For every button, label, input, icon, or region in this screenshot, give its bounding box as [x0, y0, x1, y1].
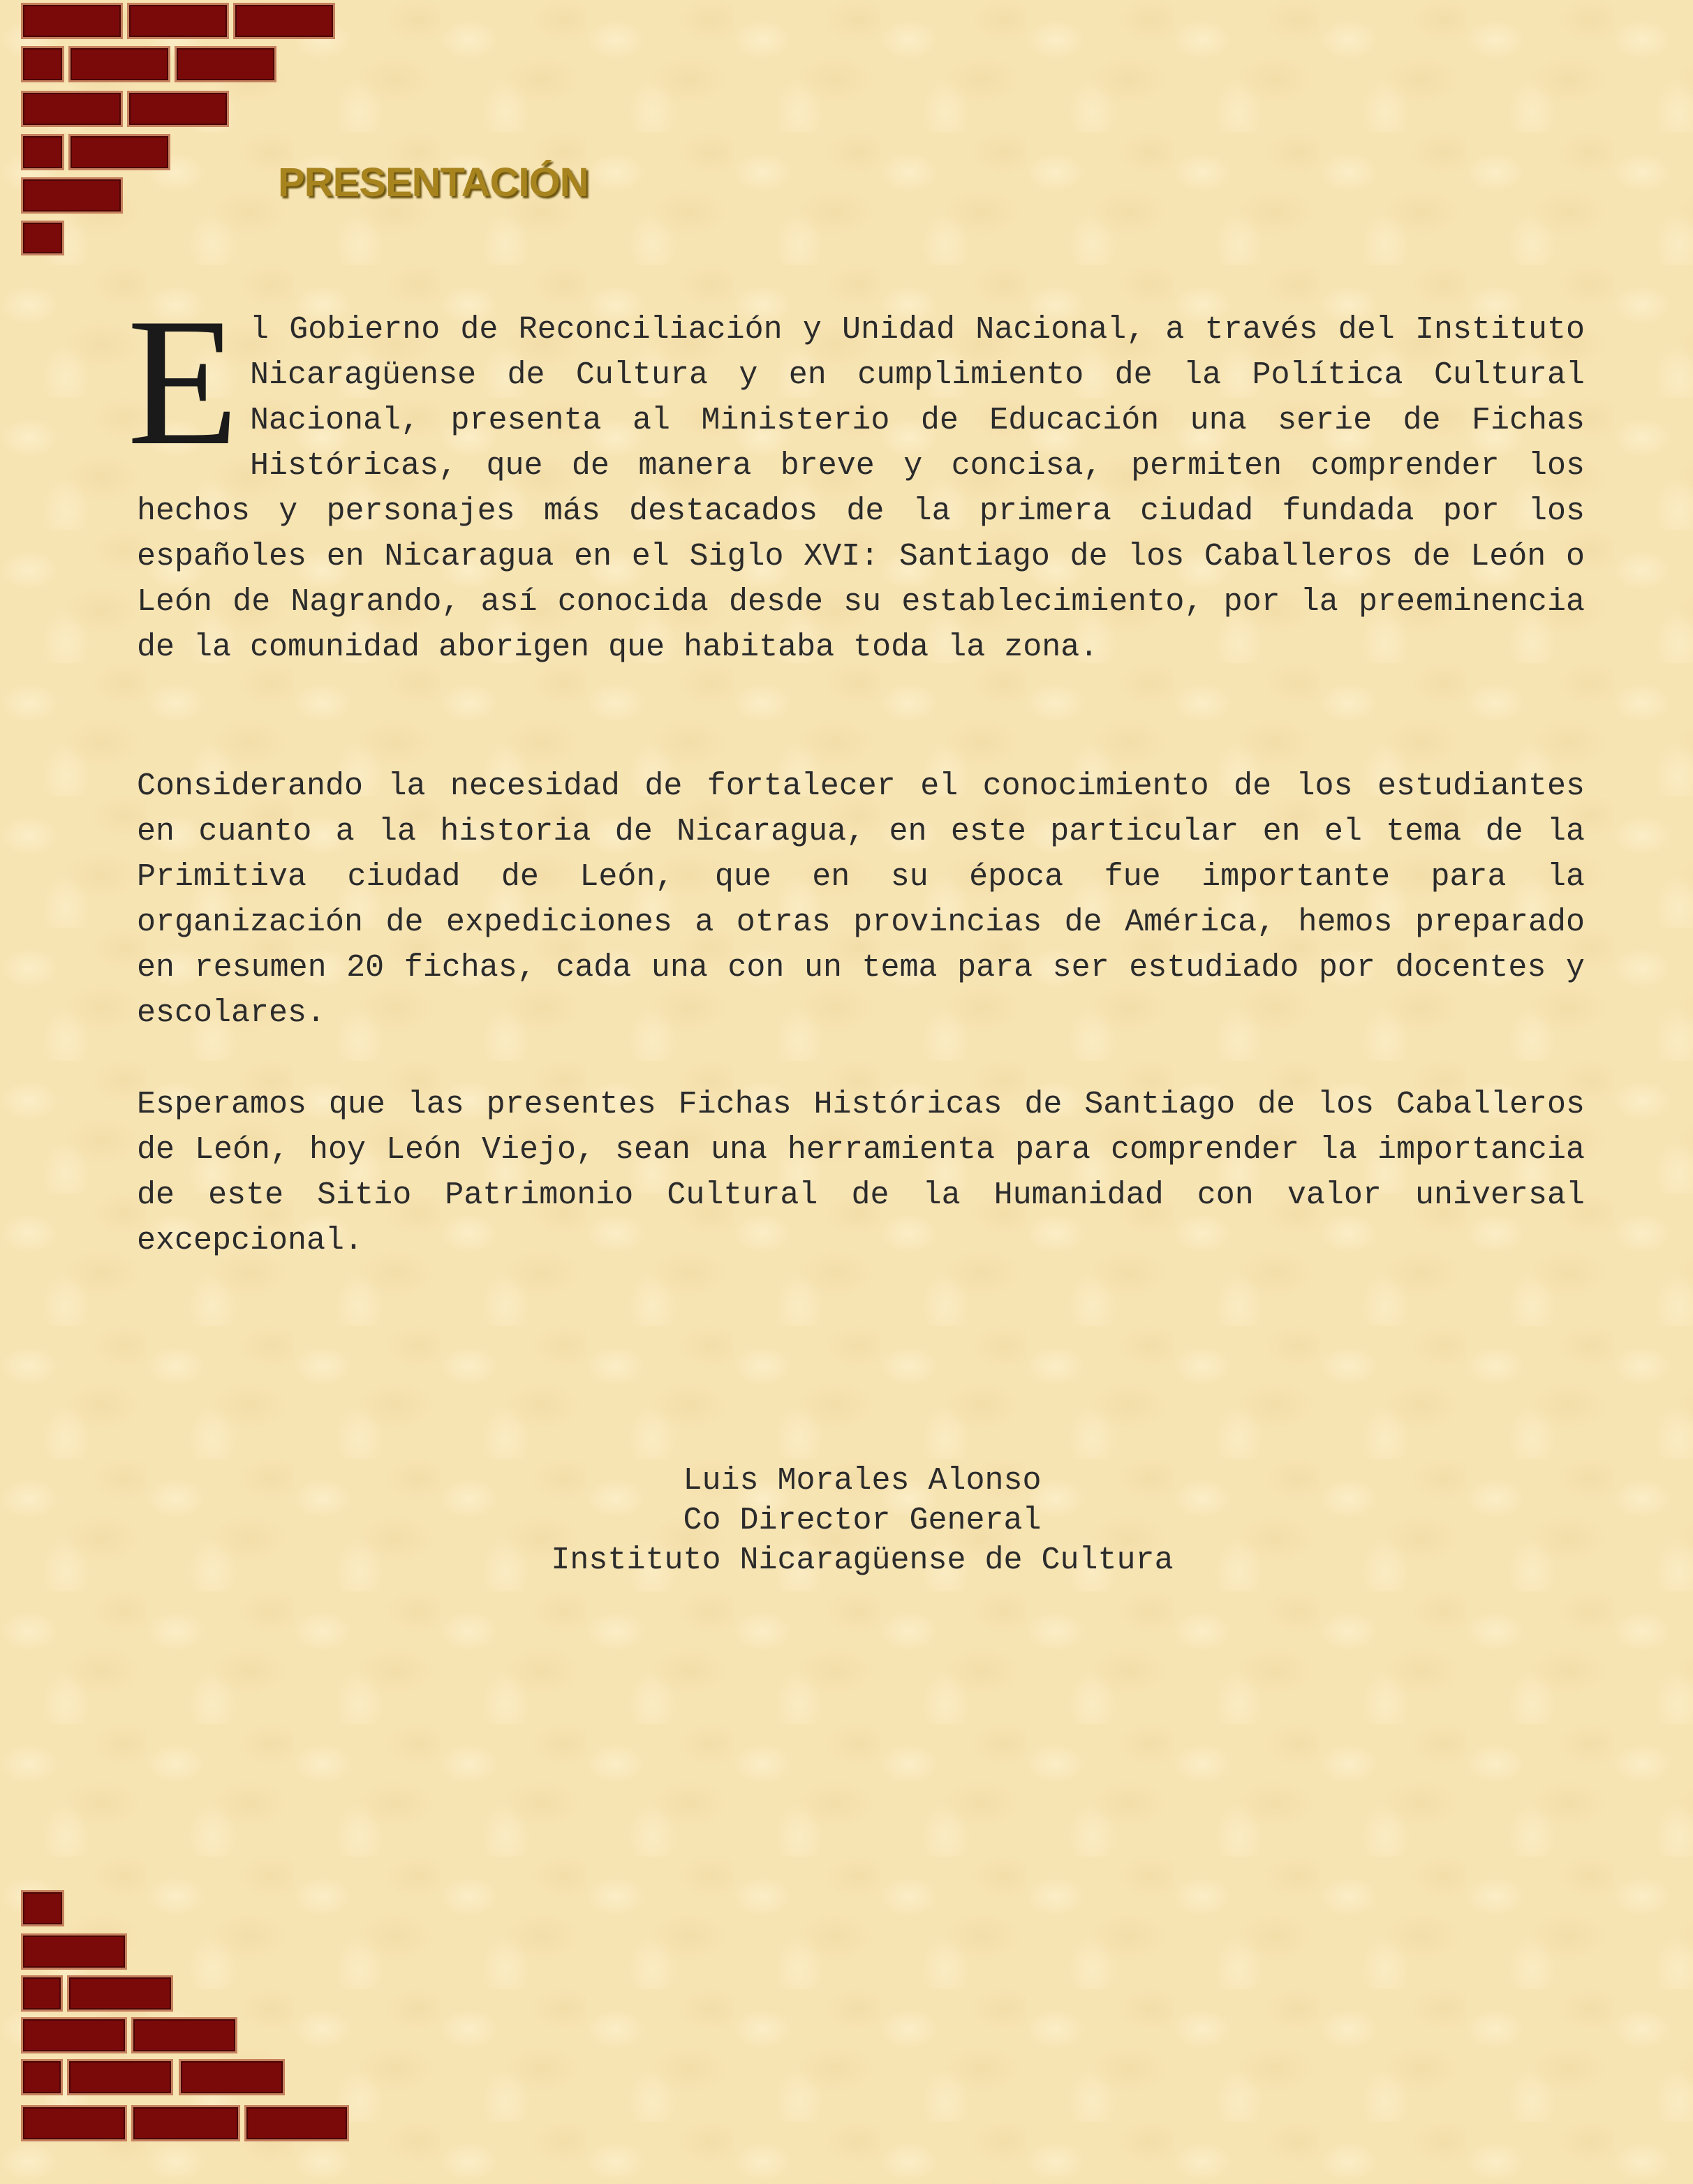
brick — [21, 3, 123, 39]
paragraph-intro — [127, 281, 1585, 670]
brick — [244, 2105, 349, 2141]
brick — [21, 2105, 127, 2141]
brick — [68, 134, 170, 170]
page-title: PRESENTACIÓN — [278, 160, 589, 205]
brick — [21, 2059, 63, 2095]
paragraph-purpose: Considerando la necesidad de fortalecer el conocimiento de los estudiantes en cuanto a la historia de Nicaragua, en este particular en el tema de la Primitiva ciudad de León, que en su época fue importante para la organización de expediciones a otras provincias de América, hemos preparado en resumen 20 fichas, cada una con un tema para ser estudiado por docentes y escolares. — [137, 768, 1585, 1031]
signatory-name: Luis Morales Alonso — [683, 1463, 1042, 1499]
brick — [131, 2017, 237, 2053]
brick — [21, 91, 123, 127]
brick — [21, 221, 64, 255]
brick — [21, 2017, 127, 2053]
brick — [21, 46, 64, 82]
signatory-institution: Instituto Nicaragüense de Cultura — [551, 1543, 1174, 1578]
paragraph-text: l Gobierno de Reconciliación y Unidad Nacional, a través del Instituto Nicaragüense de Cultura y en cumplimiento de la Política Cultural Nacional, presenta al Ministerio de Educación una serie de Fichas Históricas, que de manera breve y concisa, permiten comprender los hechos y personajes más destacados de la primera ciudad fundada por los españoles en Nicaragua en el Siglo XVI: Santiago de los Caballeros de León o León de Nagrando, así conocida desde su establecimiento, por la preeminencia de la comunidad aborigen que habitaba toda la zona. — [137, 312, 1585, 665]
brick — [21, 1890, 64, 1926]
signatory-role: Co Director General — [683, 1503, 1042, 1538]
brick — [131, 2105, 240, 2141]
paragraph-closing: Esperamos que las presentes Fichas Históricas de Santiago de los Caballeros de León, hoy León Viejo, sean una herramienta para comprender la importancia de este Sitio Patrimonio Cultural de la Humanidad con valor universal excepcional. — [137, 1087, 1585, 1258]
brick — [67, 2059, 173, 2095]
brick — [175, 46, 276, 82]
brick — [127, 3, 229, 39]
brick — [21, 1933, 127, 1970]
brick — [67, 1975, 173, 2012]
brick — [127, 91, 229, 127]
brick — [179, 2059, 285, 2095]
brick — [21, 177, 123, 214]
brick — [21, 1975, 63, 2012]
brick — [68, 46, 170, 82]
drop-cap: E — [127, 281, 239, 483]
brick — [233, 3, 335, 39]
brick — [21, 134, 64, 170]
signature-block — [0, 1461, 1693, 1580]
